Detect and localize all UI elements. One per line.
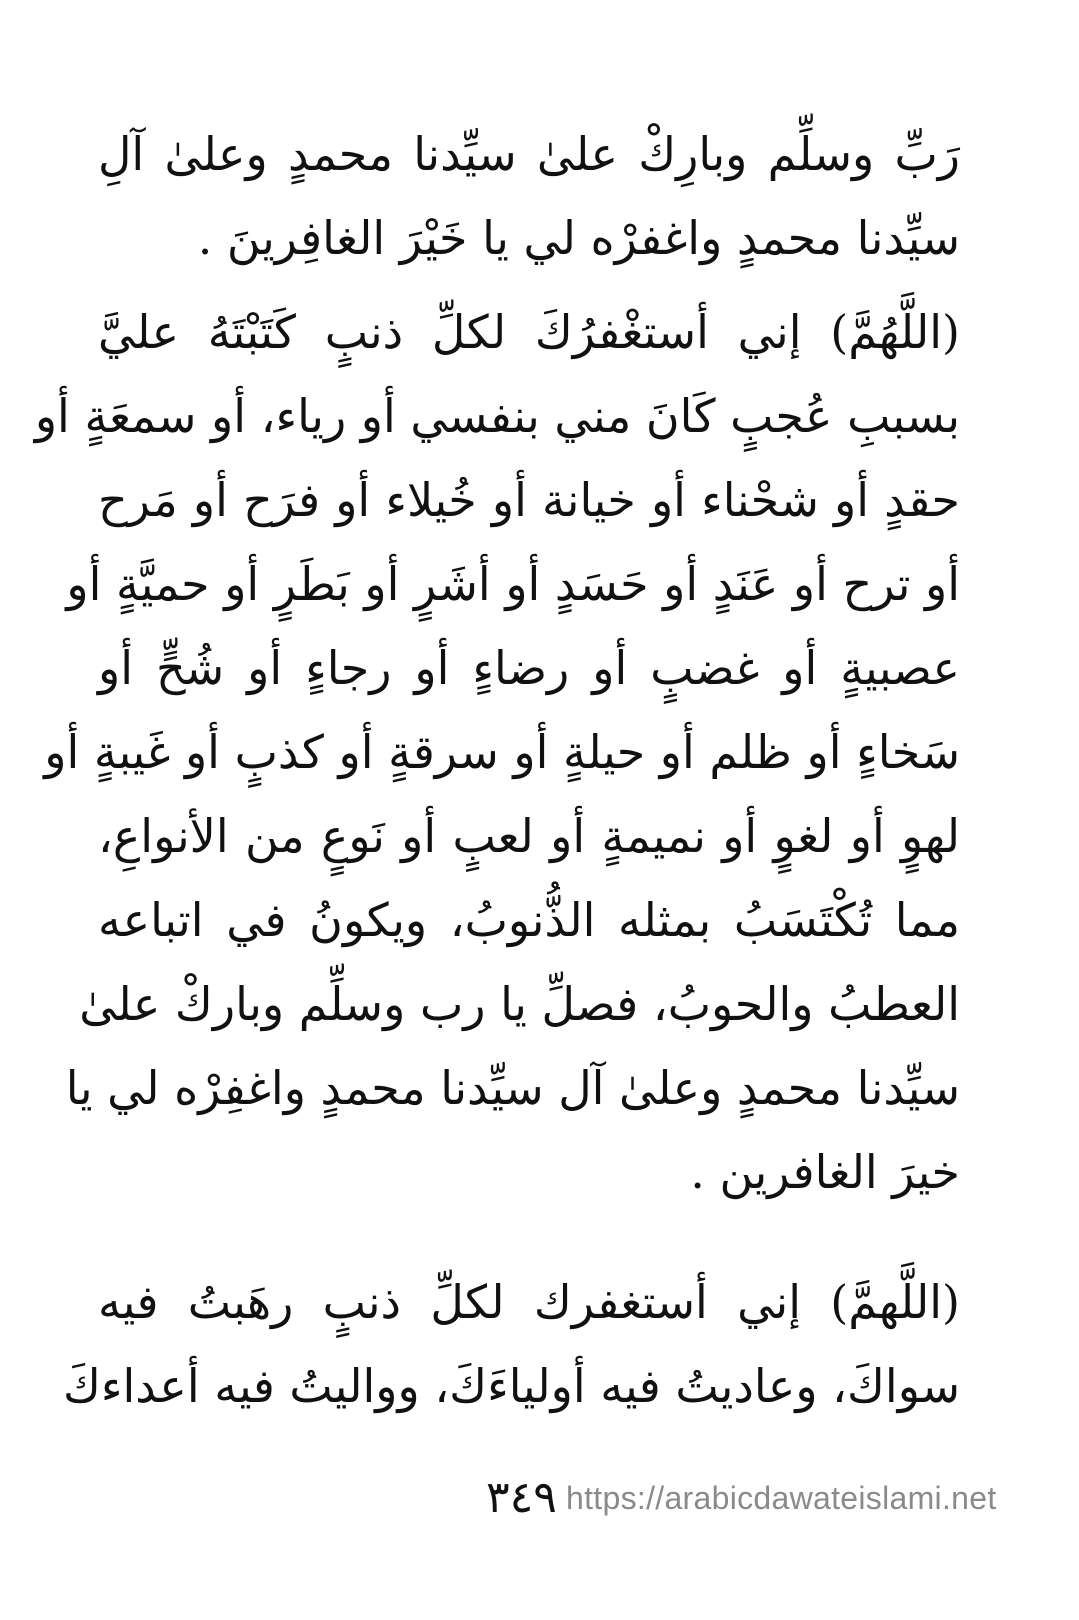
text-line: لهوٍ أو لغوٍ أو نميمةٍ أو لعبٍ أو نَوعٍ من الأنواعِ،: [98, 809, 960, 863]
text-line: مما تُكْتَسَبُ بمثله الذُّنوبُ، ويكونُ في اتباعه: [98, 893, 960, 947]
paragraph-3: [62, 1260, 960, 1428]
text-line: حقدٍ أو شحْناء أو خيانة أو خُيلاء أو فرَح أو مَرح: [98, 473, 960, 527]
text-line: العطبُ والحوبُ، فصلِّ يا رب وسلِّم وباركْ علىٰ: [79, 977, 960, 1031]
paragraph-2: [34, 290, 960, 1214]
paragraph-1: [98, 112, 960, 280]
text-line: خيرَ الغافرين .: [690, 1145, 960, 1199]
text-line: بسببِ عُجبٍ كَانَ مني بنفسي أو رياء، أو سمعَةٍ أو: [34, 389, 960, 443]
watermark-url: https://arabicdawateislami.net: [566, 1480, 997, 1516]
text-line: رَبِّ وسلِّم وبارِكْ علىٰ سيِّدنا محمدٍ وعلىٰ آلِ: [98, 127, 960, 181]
page-footer: [0, 1468, 1079, 1528]
text-line: سيِّدنا محمدٍ وعلىٰ آل سيِّدنا محمدٍ واغفِرْه لي يا: [65, 1061, 960, 1115]
text-line: (اللَّهمَّ) إني أستغفرك لكلِّ ذنبٍ رهَبتُ فيه: [98, 1275, 960, 1329]
text-line: سَخاءٍ أو ظلم أو حيلةٍ أو سرقةٍ أو كذبٍ أو غَيبةٍ أو: [44, 725, 960, 779]
text-line: سيِّدنا محمدٍ واغفرْه لي يا خَيْرَ الغافِرينَ .: [197, 211, 960, 265]
text-line: عصبيةٍ أو غضبٍ أو رضاءٍ أو رجاءٍ أو شُحٍّ أو: [98, 641, 960, 695]
text-line: (اللَّهُمَّ) إني أستغْفرُكَ لكلِّ ذنبٍ كَتَبْتَهُ عليَّ: [98, 305, 960, 359]
text-line: سواكَ، وعاديتُ فيه أولياءَكَ، وواليتُ فيه أعداءكَ: [62, 1359, 960, 1413]
text-line: أو ترح أو عَنَدٍ أو حَسَدٍ أو أشَرٍ أو بَطَرٍ أو حميَّةٍ أو: [66, 557, 960, 611]
page-number: ٣٤٩: [486, 1472, 557, 1523]
